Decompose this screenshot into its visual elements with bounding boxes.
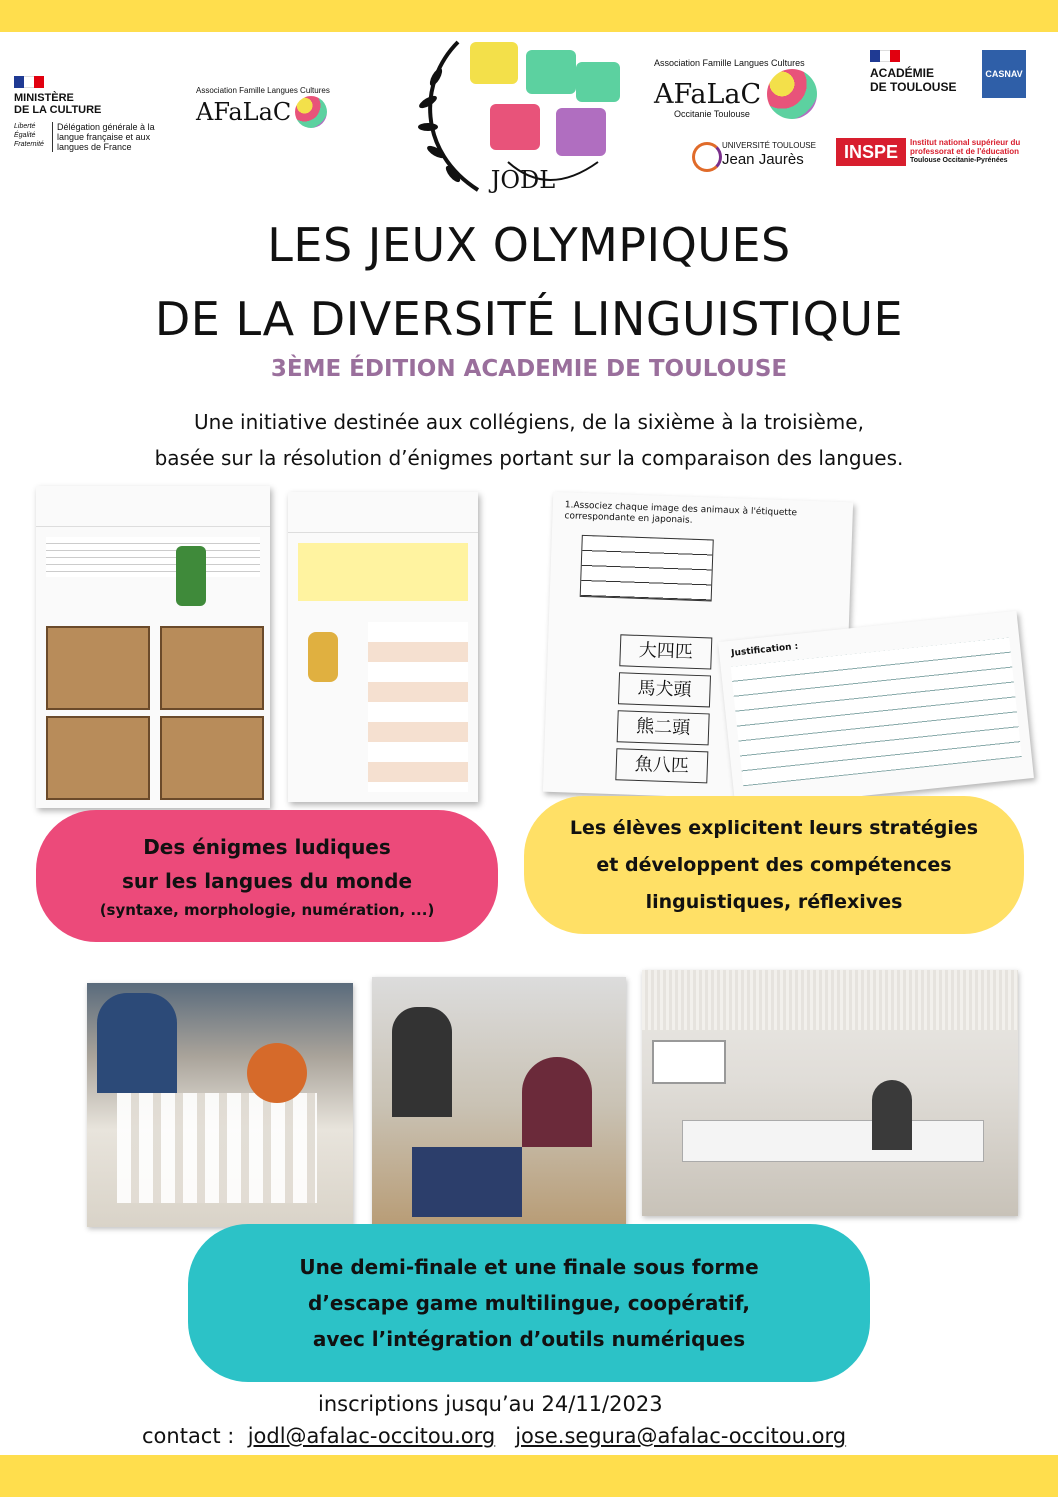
- bubble-enigmes-line2: sur les langues du monde: [121, 869, 413, 893]
- puzzle-globe-icon: [767, 69, 817, 119]
- page-title-line2: DE LA DIVERSITÉ LINGUISTIQUE: [154, 292, 904, 346]
- kanji-4: 魚八匹: [615, 748, 708, 783]
- top-color-bar: [0, 0, 1058, 32]
- handwritten-justification: [718, 611, 1034, 809]
- justification-label: Justification :: [730, 641, 799, 659]
- bubble-enigmes-line3: (syntaxe, morphologie, numération, ...): [99, 901, 435, 919]
- puzzle-globe-icon: [295, 96, 327, 128]
- kanji-2: 馬犬頭: [618, 672, 711, 707]
- photo-students-table: [372, 977, 626, 1233]
- worksheet-image-1: [36, 486, 270, 808]
- registration-deadline: inscriptions jusqu’au 24/11/2023: [318, 1392, 663, 1416]
- ut2j-line1: UNIVERSITÉ TOULOUSE: [722, 141, 816, 150]
- bottom-color-bar: [0, 1455, 1058, 1497]
- bubble-strategies-line1: Les élèves explicitent leurs stratégies: [569, 816, 979, 839]
- ministere-motto: Liberté Égalité Fraternité: [14, 123, 44, 148]
- marianne-flag-icon: [14, 76, 44, 88]
- bubble-enigmes: [36, 810, 498, 942]
- bubble-strategies-line3: linguistiques, réflexives: [645, 890, 903, 913]
- jodl-name: JODL: [490, 166, 556, 194]
- intro-line1: Une initiative destinée aux collégiens, de la sixième à la troisième,: [194, 410, 864, 434]
- bubble-enigmes-line1: Des énigmes ludiques: [143, 835, 391, 859]
- ut2j-mark-icon: [692, 142, 722, 172]
- ministere-culture-logo: [14, 76, 174, 152]
- afalac-left-caption: Association Famille Langues Cultures: [196, 86, 330, 95]
- bubble-escape-line1: Une demi-finale et une finale sous forme: [299, 1255, 759, 1279]
- page-subtitle: 3ÈME ÉDITION ACADEMIE DE TOULOUSE: [270, 356, 788, 382]
- intro-line2: basée sur la résolution d’énigmes portant sur la comparaison des langues.: [154, 446, 904, 470]
- photo-classroom: [642, 970, 1018, 1216]
- bubble-escape-line2: d’escape game multilingue, coopératif,: [308, 1291, 750, 1315]
- contact-label: contact :: [142, 1424, 235, 1448]
- afalac-left-logo: [196, 85, 386, 128]
- ministere-line2: DE LA CULTURE: [14, 104, 102, 116]
- contact-line: [142, 1424, 846, 1448]
- bubble-escape-game: [188, 1224, 870, 1382]
- inspe-region: Toulouse Occitanie-Pyrénées: [910, 157, 1008, 164]
- bubble-escape-line3: avec l’intégration d’outils numériques: [312, 1327, 746, 1351]
- casnav-badge: CASNAV: [982, 50, 1026, 98]
- afalac-right-sub: Occitanie Toulouse: [674, 109, 750, 119]
- ministere-line1: MINISTÈRE: [14, 92, 74, 104]
- afalac-left-name: AFaLaC: [196, 98, 292, 126]
- jodl-logo: [408, 32, 628, 200]
- page-title-line1: LES JEUX OLYMPIQUES: [267, 218, 791, 272]
- ut2j-line2: Jean Jaurès: [722, 151, 804, 168]
- email-link-jose-segura[interactable]: jose.segura@afalac-occitou.org: [515, 1424, 847, 1448]
- inspe-logo: [836, 138, 1036, 165]
- academie-line1: ACADÉMIE: [870, 66, 935, 80]
- afalac-right-name: AFaLaC: [654, 78, 762, 110]
- photo-students-cards: [87, 983, 353, 1227]
- afalac-right-caption: Association Famille Langues Cultures: [654, 58, 805, 68]
- marianne-flag-icon: [870, 50, 900, 62]
- bubble-strategies-line2: et développent des compétences: [596, 853, 952, 876]
- kanji-1: 大四匹: [619, 634, 712, 669]
- worksheet-japanese-heading: 1.Associez chaque image des animaux à l'étiquette correspondante en japonais.: [564, 500, 798, 526]
- email-link-jodl[interactable]: jodl@afalac-occitou.org: [247, 1424, 496, 1448]
- ministere-delegation: Délégation générale à la langue française et aux langues de France: [52, 122, 169, 152]
- ut2j-logo: [692, 140, 832, 168]
- inspe-desc: Institut national supérieur du professorat et de l'éducation: [910, 138, 1021, 156]
- inspe-name: INSPE: [836, 138, 906, 166]
- kanji-3: 熊二頭: [617, 710, 710, 745]
- afalac-right-logo: [654, 58, 854, 120]
- bubble-strategies: [524, 796, 1024, 934]
- academie-line2: DE TOULOUSE: [870, 80, 957, 94]
- academie-toulouse-logo: [870, 50, 1030, 94]
- worksheet-image-2: [288, 492, 478, 802]
